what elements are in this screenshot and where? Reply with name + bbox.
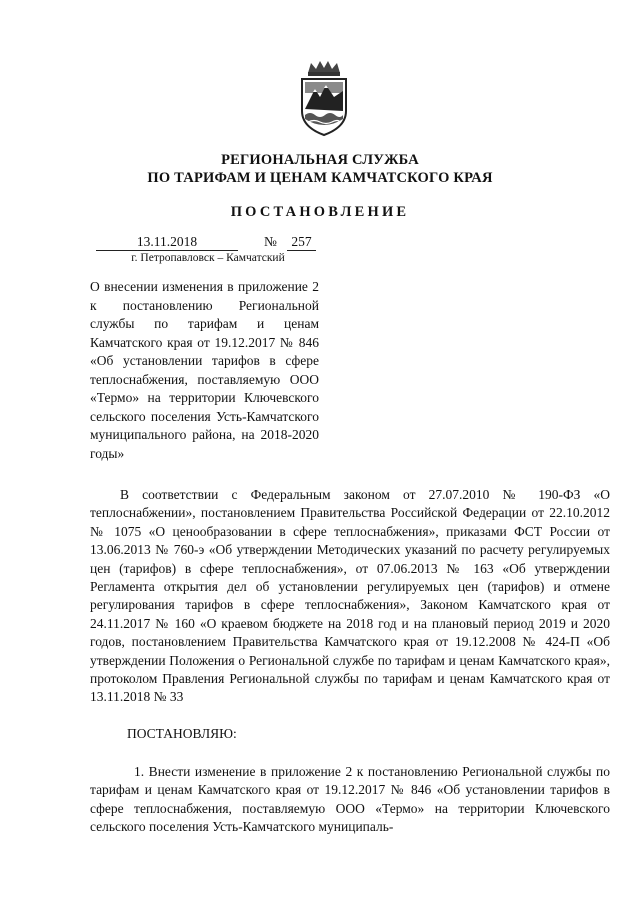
resolve-heading: ПОСТАНОВЛЯЮ: xyxy=(127,726,237,741)
document-type: ПОСТАНОВЛЕНИЕ xyxy=(230,204,410,220)
organization-name-line2: ПО ТАРИФАМ И ЦЕНАМ КАМЧАТСКОГО КРАЯ xyxy=(147,170,493,186)
number-sign: № xyxy=(264,234,277,249)
document-subject: О внесении изменения в приложение 2 к постановлению Региональной службы по тарифам и ценам Камчатского края от 19.12.2017 № 846 «Об установлении тарифов в сфере теплоснабжения, поставляемую ООО «Термо» на территории Ключевского сельского поселения Усть-Камчатского муниципального района, на 2018-2020 годы» xyxy=(90,279,319,461)
document-date: 13.11.2018 xyxy=(96,234,238,251)
item-1-paragraph: 1. Внести изменение в приложение 2 к постановлению Региональной службы по тарифам и ценам Камчатского края от 19.12.2017 № 846 «Об установлении тарифов в сфере теплоснабжения, поставляемую ООО «Термо» на территории Ключевского сельского поселения Усть-Камчатского муниципаль- xyxy=(90,764,610,835)
document-meta xyxy=(90,234,320,252)
document-number: 257 xyxy=(287,234,316,251)
document-city: г. Петропавловск – Камчатский xyxy=(131,252,285,264)
organization-name-line1: РЕГИОНАЛЬНАЯ СЛУЖБА xyxy=(221,152,419,168)
preamble-paragraph: В соответствии с Федеральным законом от 27.07.2010 № 190-ФЗ «О теплоснабжении», постановлением Правительства Российской Федерации от 22.10.2012 № 1075 «О ценообразовании в сфере теплоснабжения», приказами ФСТ России от 13.06.2013 № 760-э «Об утверждении Методических указаний по расчету регулируемых цен (тарифов) в сфере теплоснабжения», от 07.06.2013 № 163 «Об утверждении Регламента открытия дел об установлении регулируемых цен (тарифов) и отмене регулирования тарифов в сфере теплоснабжения», Законом Камчатского края от 24.11.2017 № 160 «О краевом бюджете на 2018 год и на плановый период 2019 и 2020 годов, постановлением Правительства Камчатского края от 19.12.2008 № 424-П «Об утверждении Положения о Региональной службе по тарифам и ценам Камчатского края», протоколом Правления Региональной службы по тарифам и ценам Камчатского края от 13.11.2018 № 33 xyxy=(90,487,610,705)
kamchatka-coat-of-arms-icon xyxy=(296,59,352,137)
